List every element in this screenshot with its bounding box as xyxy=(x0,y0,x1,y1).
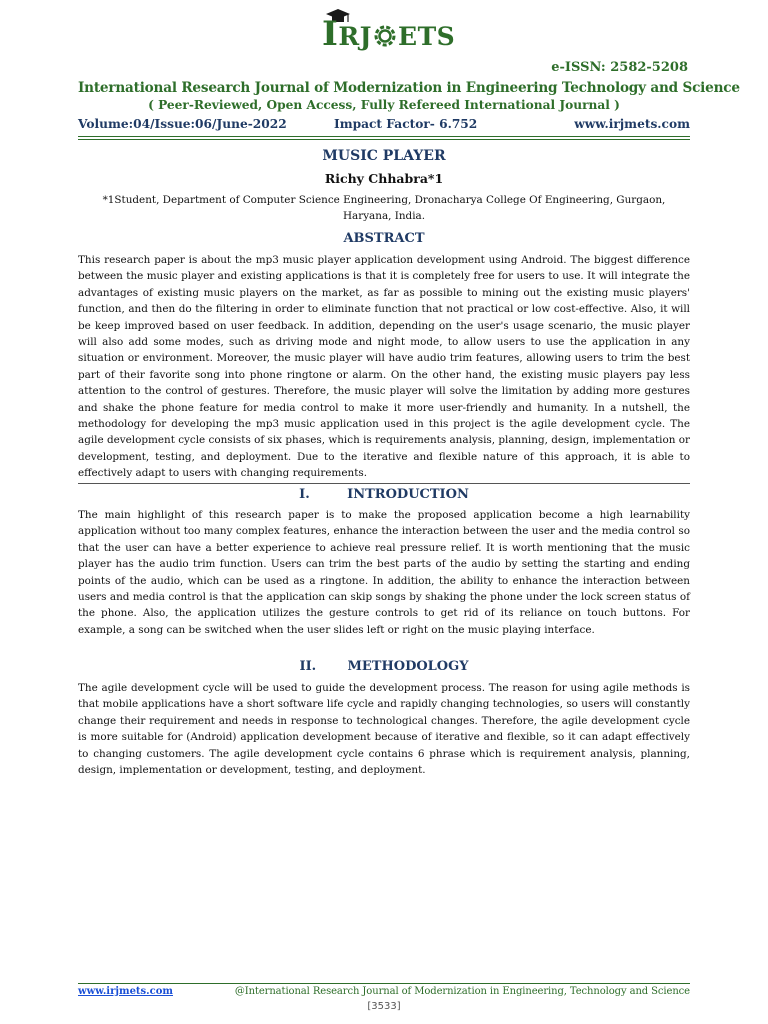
section-title: INTRODUCTION xyxy=(347,487,469,502)
peer-review-line: ( Peer-Reviewed, Open Access, Fully Refereed International Journal ) xyxy=(148,98,620,112)
gear-icon xyxy=(372,24,398,48)
abstract-divider xyxy=(78,483,690,484)
footer-divider xyxy=(78,983,690,984)
logo-wordmark xyxy=(322,14,455,54)
header-website-link[interactable]: www.irjmets.com xyxy=(574,117,690,131)
section-title: METHODOLOGY xyxy=(347,659,469,674)
footer-website-link[interactable]: www.irjmets.com xyxy=(78,986,173,997)
abstract-text: This research paper is about the mp3 music player application development using Android. The biggest difference between the music player and existing applications is that it is completely free for users to use. It will integrate the advantages of existing music players on the market, as far as possible to mining out the existing music players' function, and then do the filtering in order to eliminate function that not practical or low cost-effective. Also, it will be keep improved based on user feedback. In addition, depending on the user's usage scenario, the music player will also add some modes, such as driving mode and night mode, to allow users to use the application in any situation or environment. Moreover, the music player will have audio trim features, allowing users to trim the best part of their favorite song into phone ringtone or alarm. On the other hand, the existing music players pay less attention to the control of gestures. Therefore, the music player will solve the limitation by adding more gestures and shake the phone feature for media control to make it more user-friendly and humanity. In a nutshell, the methodology for developing the mp3 music application used in this project is the agile development cycle. The agile development cycle consists of six phases, which is requirements analysis, planning, design, implementation or development, testing, and deployment. Due to the iterative and flexible nature of this approach, it is able to effectively adapt to users with changing requirements. xyxy=(78,254,690,480)
section-number: II. xyxy=(299,659,317,674)
logo-letter-i: I xyxy=(322,14,339,54)
footer-copyright: @International Research Journal of Modernization in Engineering, Technology and Science xyxy=(234,986,690,997)
header-divider xyxy=(78,136,690,137)
volume-info: Volume:04/Issue:06/June-2022 xyxy=(78,117,287,131)
paper-title: MUSIC PLAYER xyxy=(322,148,446,164)
paper-author: Richy Chhabra*1 xyxy=(324,171,444,186)
issn-number: e-ISSN: 2582-5208 xyxy=(551,60,688,75)
logo-letters-ets: ETS xyxy=(398,22,456,51)
section-number: I. xyxy=(299,487,310,502)
logo-letters-rj: RJ xyxy=(338,22,373,51)
section-heading-introduction xyxy=(0,487,768,502)
journal-name: International Research Journal of Modernization in Engineering Technology and Science xyxy=(78,80,740,96)
methodology-text: The agile development cycle will be used to guide the development process. The reason for using agile methods is that mobile applications have a short software life cycle and rapidly changing technologies, so users will constantly change their requirement and needs in response to technological changes. Therefore, the agile development cycle is more suitable for (Android) application development because of iterative and flexible, so it can adapt effectively to changing customers. The agile development cycle contains 6 phrase which is requirement analysis, planning, design, implementation or development, testing, and deployment. xyxy=(78,682,690,777)
section-heading-methodology xyxy=(0,659,768,674)
header-divider-thin xyxy=(78,139,690,140)
impact-factor: Impact Factor- 6.752 xyxy=(334,117,478,131)
introduction-text: The main highlight of this research paper is to make the proposed application become a high learnability application without too many complex features, enhance the interaction between the user and the media control so that the user can have a better experience to achieve real pressure relief. It is worth mentioning that the music player has the audio trim function. Users can trim the best parts of the audio by setting the starting and ending points of the audio, which can be used as a ringtone. In addition, the ability to enhance the interaction between users and media control is that the application can skip songs by shaking the phone under the lock screen status of the phone. Also, the application utilizes the gesture controls to get rid of its reliance on touch buttons. For example, a song can be switched when the user slides left or right on the music playing interface. xyxy=(78,509,690,636)
page-number: [3533] xyxy=(367,1001,401,1012)
abstract-heading: ABSTRACT xyxy=(343,231,425,246)
author-affiliation: *1Student, Department of Computer Science Engineering, Dronacharya College Of Engineering, Gurgaon, Haryana, India. xyxy=(102,194,666,222)
journal-logo xyxy=(322,8,456,54)
